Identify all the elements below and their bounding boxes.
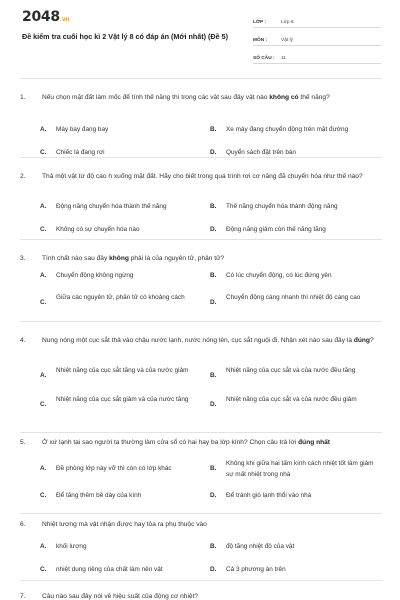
question-number: 1. (20, 94, 26, 101)
option-text: Không khí giữa hai tấm kính cách nhiệt tốt làm giảm sự mất nhiệt trong nhà (226, 460, 374, 478)
question-body (42, 519, 382, 530)
meta-value: Lớp 8 (281, 20, 294, 25)
answer-option[interactable] (40, 365, 210, 387)
meta-key: MÔN : (253, 38, 268, 43)
question-body (42, 171, 382, 182)
option-letter: A. (40, 203, 47, 210)
question-text-part: phải là của nguyên tử, phân tử? (128, 255, 225, 262)
answer-option[interactable] (210, 201, 382, 212)
option-text: độ tăng nhiệt độ của vật (226, 543, 295, 550)
option-text: Nhiệt năng của cục sắt và của nước đều tăng (226, 367, 356, 374)
option-text: Giữa các nguyên tử, phân tử có khoảng cách (56, 294, 185, 301)
answer-option[interactable] (40, 270, 210, 281)
option-text: Chuyển động không ngừng (56, 272, 134, 279)
option-text: Để tăng thêm bề dày của kính (56, 492, 142, 499)
meta-value: Vật lý (281, 38, 293, 43)
option-text: Máy bay đang bay (56, 126, 109, 133)
option-text: Quyển sách đặt trên bàn (226, 149, 296, 156)
option-letter: A. (40, 543, 47, 550)
meta-row-count (253, 48, 381, 64)
question-text-part: Tính chất nào sau đây (42, 255, 110, 262)
option-letter: A. (40, 272, 47, 279)
question-emphasis: đúng (353, 337, 370, 344)
question-text-part: ? (369, 337, 374, 344)
answer-option[interactable] (40, 564, 210, 575)
option-letter: B. (210, 126, 217, 133)
answer-option[interactable] (40, 224, 210, 235)
answer-option[interactable] (40, 490, 210, 501)
question-text-part: Nếu chọn mặt đất làm mốc để tính thế năng thì trong các vật sau đây vật nào (42, 94, 270, 101)
site-logo[interactable] (22, 9, 69, 25)
answer-option[interactable] (210, 224, 382, 235)
question-emphasis: đúng nhất (298, 439, 331, 446)
question-number: 7. (20, 593, 26, 600)
option-text: Động năng giảm còn thế năng tăng (226, 226, 326, 233)
option-text: Chuyển động càng nhanh thì nhiệt độ càng cao (226, 294, 361, 301)
option-letter: D. (210, 226, 217, 233)
option-letter: B. (210, 272, 217, 279)
option-letter: D. (210, 492, 217, 499)
question-text-part: Câu nào sau đây nói về hiệu suất của động cơ nhiệt? (42, 593, 199, 600)
answer-option[interactable] (210, 292, 382, 314)
logo-text: 2048 (22, 9, 60, 25)
answer-option[interactable] (40, 463, 210, 474)
question-body (42, 591, 382, 600)
question-text-part: Nung nóng một cục sắt thả vào chậu nước lạnh, nước nóng lên, cục sắt nguội đi. Nhận xét nào sau đây là (42, 337, 354, 344)
question-item (20, 78, 382, 156)
page-header (0, 0, 400, 60)
option-letter: A. (40, 372, 47, 379)
option-letter: C. (40, 149, 47, 156)
answer-option[interactable] (210, 270, 382, 281)
answer-option[interactable] (210, 458, 382, 480)
question-item (20, 239, 382, 319)
question-text-part: Thả một vật từ độ cao h xuống mặt đất. Hãy cho biết trong quá trình rơi cơ năng đã chuyển hóa như thế nào? (42, 173, 363, 180)
question-item (20, 432, 382, 510)
meta-key: LỚP : (253, 20, 267, 25)
option-letter: B. (210, 465, 217, 472)
option-letter: A. (40, 465, 47, 472)
question-text-part: thế năng? (298, 94, 330, 101)
question-emphasis: không có (269, 94, 299, 101)
option-letter: B. (210, 543, 217, 550)
answer-option[interactable] (40, 292, 210, 314)
answer-option[interactable] (40, 541, 210, 552)
option-letter: B. (210, 203, 217, 210)
answer-option[interactable] (40, 124, 210, 135)
option-letter: C. (40, 566, 47, 573)
option-text: Nhiệt năng của cục sắt và của nước đều giảm (226, 396, 357, 403)
option-text: Nhiệt năng của cục sắt tăng và của nước giảm (56, 367, 189, 374)
question-number: 3. (20, 255, 26, 262)
answer-option[interactable] (40, 394, 210, 416)
question-number: 6. (20, 521, 26, 528)
option-letter: D. (210, 149, 217, 156)
answer-option[interactable] (210, 564, 382, 575)
option-letter: C. (40, 226, 47, 233)
option-text: Có lúc chuyển động, có lúc đứng yên (226, 272, 332, 279)
meta-row-class (253, 12, 381, 28)
question-number: 5. (20, 439, 26, 446)
question-body (42, 253, 382, 264)
option-text: Nhiệt năng của cục sắt giảm và của nước tăng (56, 396, 189, 403)
question-item (20, 321, 382, 413)
option-text: Thế năng chuyển hóa thành động năng (226, 203, 338, 210)
question-text-part: Nhiệt lượng mà vật nhận được hay tỏa ra phụ thuộc vào (42, 521, 207, 528)
option-letter: D. (210, 401, 217, 408)
answer-option[interactable] (210, 394, 382, 416)
question-text-part: Ở xứ lạnh tại sao người ta thường làm cửa sổ có hai hay ba lớp kính? Chọn câu trả lời (42, 439, 299, 446)
question-number: 2. (20, 173, 26, 180)
answer-option[interactable] (210, 365, 382, 387)
option-letter: C. (40, 492, 47, 499)
question-body (42, 92, 382, 103)
exam-meta (253, 12, 381, 66)
question-item (20, 157, 382, 237)
option-letter: D. (210, 299, 217, 306)
question-emphasis: không (109, 255, 129, 262)
option-letter: D. (210, 566, 217, 573)
option-text: Để tránh gió lạnh thổi vào nhà (226, 492, 312, 499)
option-text: Đề phòng lớp này vỡ thì còn có lớp khác (56, 465, 172, 472)
option-text: Chiếc lá đang rơi (56, 149, 105, 156)
logo-suffix: .vn (59, 16, 70, 23)
option-text: Xe máy đang chuyển động trên mặt đường (226, 126, 349, 133)
option-letter: A. (40, 126, 47, 133)
page-title: Đề kiểm tra cuối học kì 2 Vật lý 8 có đáp án (Mới nhất) (Đề 5) (22, 32, 229, 41)
question-number: 4. (20, 337, 26, 344)
meta-key: SỐ CÂU : (253, 56, 275, 61)
option-text: Không có sự chuyển hóa nào (56, 226, 140, 233)
answer-option[interactable] (210, 490, 382, 501)
answer-option[interactable] (210, 124, 382, 135)
answer-option[interactable] (210, 541, 382, 552)
option-text: nhiệt dung riêng của chất làm nên vật (56, 566, 163, 573)
question-item (20, 580, 382, 600)
option-text: Động năng chuyển hóa thành thế năng (56, 203, 167, 210)
meta-row-subject (253, 30, 381, 46)
option-letter: C. (40, 299, 47, 306)
question-body (42, 335, 382, 346)
question-body (42, 437, 382, 448)
option-text: Cả 3 phương án trên (226, 566, 286, 573)
option-text: khối lượng (56, 543, 87, 550)
option-letter: B. (210, 372, 217, 379)
meta-value: 11 (281, 56, 286, 61)
option-letter: C. (40, 401, 47, 408)
question-item (20, 513, 382, 585)
answer-option[interactable] (40, 201, 210, 212)
